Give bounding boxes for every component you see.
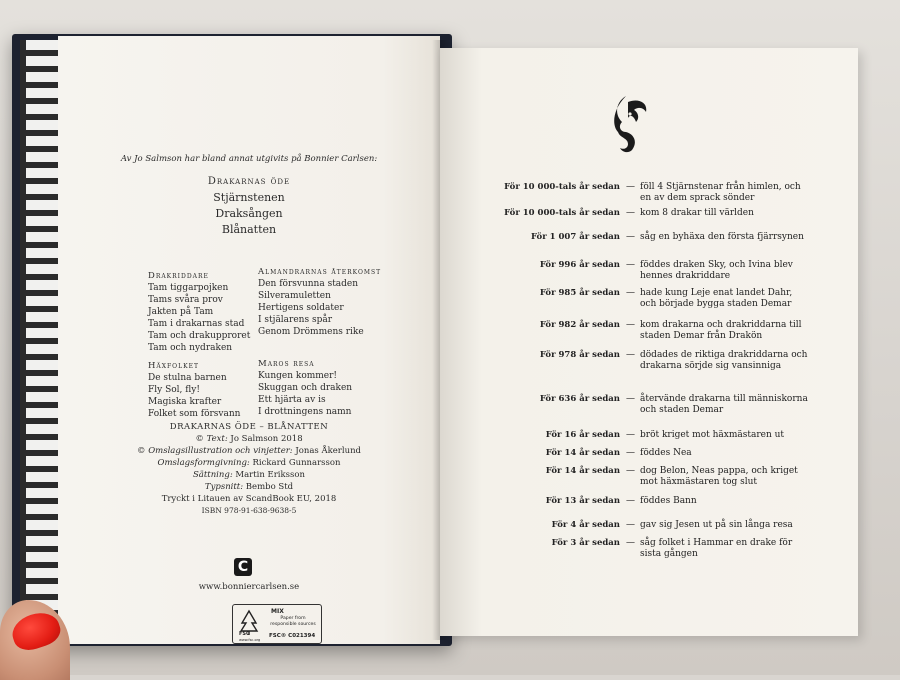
timeline-dash: —	[626, 520, 635, 530]
colophon-print: Tryckt i Litauen av ScandBook EU, 2018	[161, 494, 337, 504]
book-title: Magiska krafter	[148, 397, 222, 407]
timeline-dash: —	[626, 288, 635, 298]
book-title: Ett hjärta av is	[258, 395, 326, 405]
timeline-date: För 985 år sedan	[539, 288, 620, 298]
timeline-event: kom drakarna och drakriddarna till staden Demar från Drakön	[640, 320, 802, 341]
book-title: Jakten på Tam	[148, 307, 214, 317]
timeline-event: hade kung Leje enat landet Dahr, och började bygga staden Demar	[640, 288, 793, 309]
timeline-event: såg en byhäxa den första fjärrsynen	[640, 232, 804, 242]
book-title: Tam i drakarnas stad	[148, 319, 245, 329]
book-title: Tam och nydraken	[148, 343, 233, 353]
main-series	[58, 174, 440, 238]
timeline-event: dog Belon, Neas pappa, och kriget mot häxmästaren tog slut	[640, 466, 798, 487]
timeline-date: För 982 år sedan	[539, 320, 620, 330]
colophon-title: DRAKARNAS ÖDE – BLÅNATTEN	[169, 422, 329, 432]
timeline-date: För 1 007 år sedan	[530, 232, 620, 242]
series-book: Stjärnstenen	[213, 191, 285, 204]
book-title: Folket som försvann	[148, 409, 241, 419]
column-title: Almandrarnas återkomst	[258, 267, 382, 277]
timeline-event: återvände drakarna till människorna och staden Demar	[640, 394, 808, 415]
colophon-typesetting: Sättning: Martin Eriksson	[192, 470, 305, 480]
fsc-label	[232, 604, 322, 644]
timeline-date: För 13 år sedan	[545, 496, 620, 506]
timeline-date: För 4 år sedan	[551, 520, 620, 530]
column-title: Maros resa	[258, 359, 315, 369]
publisher-logo: C	[234, 558, 252, 576]
timeline-dash: —	[626, 538, 635, 548]
fsc-code: FSC® C021394	[269, 633, 316, 639]
timeline-dash: —	[626, 394, 635, 404]
series-column-almandrarnas	[258, 266, 381, 338]
fsc-description: Paper from responsible sources	[270, 616, 316, 627]
colophon-typeface: Typsnitt: Bembo Std	[204, 482, 294, 492]
timeline-dash: —	[626, 496, 635, 506]
timeline-date: För 978 år sedan	[539, 350, 620, 360]
book-title: Genom Drömmens rike	[258, 327, 364, 337]
fsc-text: FSC www.fsc.org	[239, 631, 261, 642]
column-title: Häxfolket	[148, 361, 199, 371]
book-title: Hertigens soldater	[258, 303, 344, 313]
series-column-maros-resa	[258, 358, 352, 418]
timeline-event: kom 8 drakar till världen	[640, 208, 754, 218]
book-title: Den försvunna staden	[258, 279, 359, 289]
timeline-date: För 16 år sedan	[545, 430, 620, 440]
timeline-date: För 636 år sedan	[539, 394, 620, 404]
timeline-event: föddes Bann	[640, 496, 697, 506]
intro-line: Av Jo Salmson har bland annat utgivits på Bonnier Carlsen:	[120, 154, 378, 164]
timeline-dash: —	[626, 320, 635, 330]
timeline-dash: —	[626, 466, 635, 476]
timeline-event: dödades de riktiga drakriddarna och drakarna sörjde sig vansinniga	[640, 350, 808, 371]
book-title: Tam tiggarpojken	[148, 283, 229, 293]
book-title: Skuggan och draken	[258, 383, 353, 393]
timeline-dash: —	[626, 260, 635, 270]
timeline-event: föddes draken Sky, och Ivina blev hennes drakriddare	[640, 260, 793, 281]
timeline-event: föll 4 Stjärnstenar från himlen, och en av dem sprack sönder	[640, 182, 801, 203]
timeline-event: föddes Nea	[640, 448, 692, 458]
book-title: Fly Sol, fly!	[148, 385, 200, 395]
left-page	[58, 36, 440, 644]
series-book: Blånatten	[221, 223, 277, 236]
timeline-dash: —	[626, 208, 635, 218]
timeline-date: För 10 000-tals år sedan	[504, 182, 620, 192]
timeline-date: För 14 år sedan	[545, 466, 620, 476]
book-title: I drottningens namn	[258, 407, 352, 417]
column-title: Drakriddare	[148, 271, 209, 281]
colophon-illustration-credit: © Omslagsillustration och vinjetter: Jonas Åkerlund	[137, 446, 361, 456]
timeline-date: För 3 år sedan	[551, 538, 620, 548]
colophon-isbn: ISBN 978-91-638-9638-5	[201, 506, 297, 515]
timeline-event: gav sig Jesen ut på sin långa resa	[640, 520, 793, 530]
timeline-date: För 996 år sedan	[539, 260, 620, 270]
timeline-date: För 14 år sedan	[545, 448, 620, 458]
series-book: Draksången	[215, 207, 283, 220]
book-title: I stjälarens spår	[258, 315, 333, 325]
series-title: Drakarnas öde	[207, 176, 291, 187]
timeline-dash: —	[626, 430, 635, 440]
colophon-text-credit: © Text: Jo Salmson 2018	[195, 434, 303, 444]
book-title: Silveramuletten	[258, 291, 331, 301]
book-title: Tam och drakupproret	[148, 331, 251, 341]
timeline-event: bröt kriget mot häxmästaren ut	[640, 430, 785, 440]
timeline-event: såg folket i Hammar en drake för sista gången	[640, 538, 793, 559]
book-title: Tams svåra prov	[148, 295, 223, 305]
timeline-dash: —	[626, 448, 635, 458]
book-title: Kungen kommer!	[258, 371, 338, 381]
book-title: De stulna barnen	[148, 373, 227, 383]
timeline-dash: —	[626, 232, 635, 242]
publisher-website: www.bonniercarlsen.se	[198, 582, 300, 592]
timeline-dash: —	[626, 182, 635, 192]
colophon-cover-credit: Omslagsformgivning: Rickard Gunnarsson	[157, 458, 341, 468]
right-page	[440, 48, 858, 636]
timeline-date: För 10 000-tals år sedan	[504, 208, 620, 218]
colophon	[58, 421, 440, 517]
series-column-haxfolket	[148, 360, 240, 420]
fsc-mix: MIX	[271, 608, 284, 615]
series-column-drakriddare	[148, 270, 250, 354]
dragon-icon	[608, 92, 652, 158]
timeline-dash: —	[626, 350, 635, 360]
